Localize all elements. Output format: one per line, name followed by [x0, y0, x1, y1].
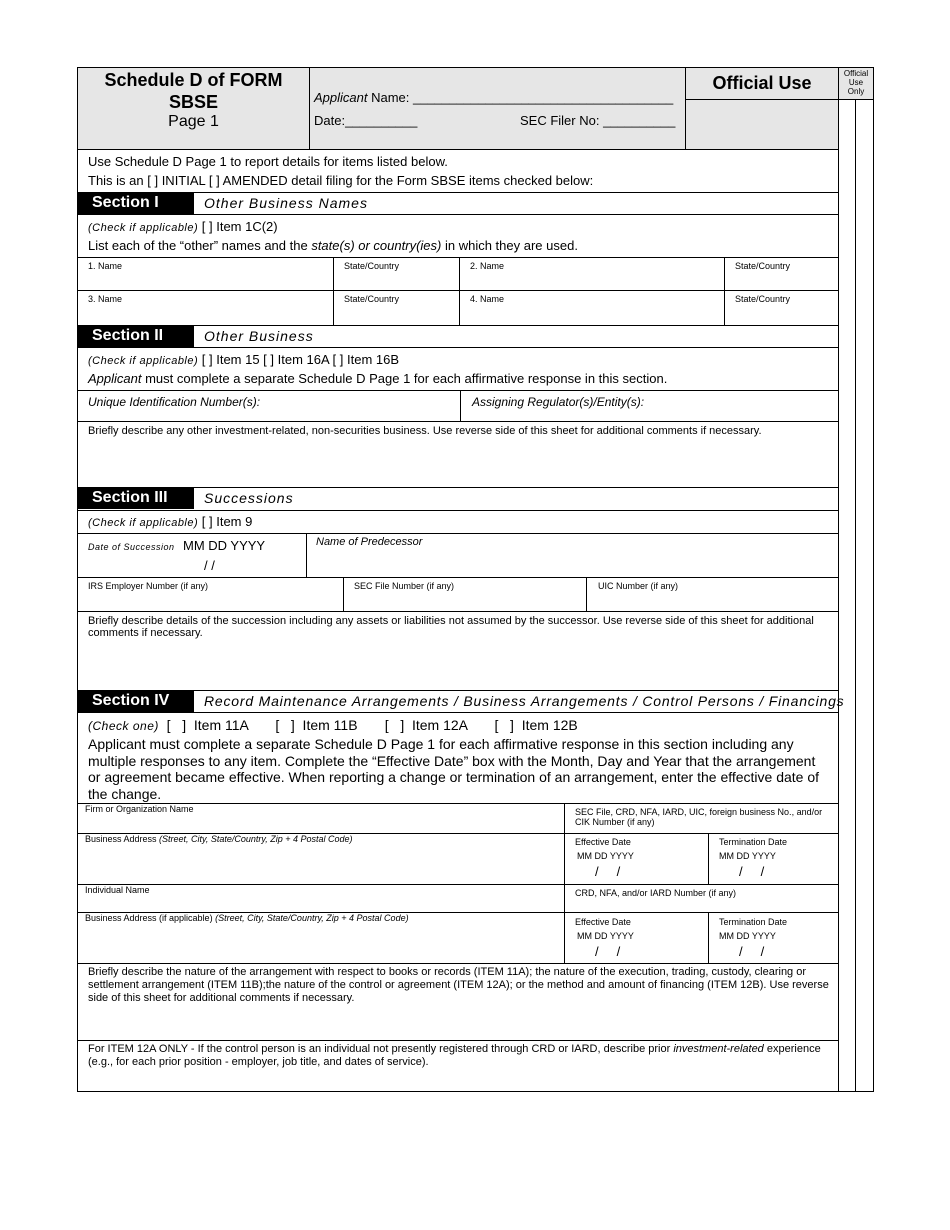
form-title-line1: Schedule D of FORM: [104, 70, 283, 90]
divider: [564, 803, 565, 963]
official-use-small-1: Official: [843, 69, 869, 78]
assigning-regulator-field[interactable]: Assigning Regulator(s)/Entity(s):: [472, 395, 645, 409]
effective-date-field-2[interactable]: Effective Date: [575, 917, 631, 927]
official-use-small-2: Use: [848, 78, 864, 87]
section4-check[interactable]: [88, 717, 578, 733]
unique-id-field[interactable]: Unique Identification Number(s):: [88, 395, 261, 409]
termination-date-field-1[interactable]: Termination Date: [719, 837, 788, 847]
section2-title: Other Business: [204, 328, 314, 344]
effective-date-slashes-2: / /: [595, 944, 621, 959]
section3-check[interactable]: [88, 514, 252, 529]
official-use-divider: [686, 99, 838, 100]
state-country-field-3[interactable]: State/Country: [344, 294, 400, 304]
divider: [708, 912, 709, 963]
section1-instruction: [88, 238, 578, 253]
item12a-experience-field[interactable]: [88, 1043, 830, 1069]
state-country-field-4[interactable]: State/Country: [735, 294, 791, 304]
intro-line2: This is an [ ] INITIAL [ ] AMENDED detail filing for the Form SBSE items checked below:: [88, 173, 594, 188]
date-of-succession-label: Date of Succession: [88, 542, 175, 552]
official-use-heading: Official Use: [712, 73, 812, 93]
divider: [77, 214, 839, 215]
divider: [77, 611, 839, 612]
divider: [77, 421, 839, 422]
termination-date-slashes-1: / /: [739, 864, 765, 879]
applicant-name-field[interactable]: [314, 90, 673, 105]
divider: [460, 390, 461, 421]
divider: [77, 1040, 839, 1041]
section1-check[interactable]: [88, 219, 278, 234]
divider: [77, 390, 839, 391]
sec-filer-field[interactable]: SEC Filer No: __________: [520, 113, 676, 128]
divider: [77, 577, 839, 578]
section2-check[interactable]: [88, 352, 399, 367]
address-format: (Street, City, State/Country, Zip + 4 Postal Code): [159, 834, 353, 844]
divider: [77, 712, 839, 713]
crd-number-field[interactable]: CRD, NFA, and/or IARD Number (if any): [575, 888, 737, 898]
predecessor-field[interactable]: Name of Predecessor: [316, 536, 423, 548]
effective-date-format-1: MM DD YYYY: [577, 851, 634, 861]
uic-number-field[interactable]: UIC Number (if any): [598, 581, 679, 591]
effective-date-slashes-1: / /: [595, 864, 621, 879]
applicant-prefix: Applicant: [314, 90, 368, 105]
address-label: Business Address: [85, 834, 160, 844]
state-country-field-1[interactable]: State/Country: [344, 261, 400, 271]
divider: [77, 533, 839, 534]
official-use-column-inner: [855, 99, 856, 1092]
instruction-part: must complete a separate Schedule D Page 1 for each affirmative response in this section.: [141, 371, 668, 386]
applicant-box: [309, 67, 686, 150]
section2-describe-field[interactable]: Briefly describe any other investment-related, non-securities business. Use reverse side of this sheet for additional comments if necessary.: [88, 425, 762, 437]
form-title-line2: SBSE: [168, 92, 219, 112]
business-address-field-2[interactable]: [85, 913, 409, 923]
date-of-succession-field[interactable]: [88, 537, 265, 555]
state-country-field-2[interactable]: State/Country: [735, 261, 791, 271]
effective-date-format-2: MM DD YYYY: [577, 931, 634, 941]
check-applicable-label: (Check if applicable): [88, 355, 199, 367]
divider: [77, 347, 839, 348]
section4-label: Section IV: [78, 690, 194, 712]
applicant-italic: Applicant: [88, 371, 142, 386]
instruction-part: in which they are used.: [441, 238, 578, 253]
check-one-label: (Check one): [88, 719, 159, 733]
section1-title: Other Business Names: [204, 195, 368, 211]
divider: [586, 577, 587, 611]
date-slashes: / /: [204, 558, 215, 573]
divider: [77, 884, 839, 885]
section4-title: Record Maintenance Arrangements / Business Arrangements / Control Persons / Financings: [204, 693, 845, 709]
divider: [306, 533, 307, 577]
termination-date-format-1: MM DD YYYY: [719, 851, 776, 861]
item12a-text: experience (e.g., for each prior position - employer, job title, and dates of service).: [88, 1043, 821, 1068]
effective-date-field-1[interactable]: Effective Date: [575, 837, 631, 847]
divider: [708, 833, 709, 884]
name-field-1[interactable]: 1. Name: [88, 261, 123, 271]
divider: [77, 963, 839, 964]
sec-file-number-field[interactable]: SEC File Number (if any): [354, 581, 455, 591]
name-field-4[interactable]: 4. Name: [470, 294, 505, 304]
name-field-2[interactable]: 2. Name: [470, 261, 505, 271]
termination-date-slashes-2: / /: [739, 944, 765, 959]
termination-date-format-2: MM DD YYYY: [719, 931, 776, 941]
section1-label: Section I: [78, 192, 194, 214]
instruction-part: List each of the “other” names and the: [88, 238, 312, 253]
official-use-small-3: Only: [847, 87, 865, 96]
section4-items: [ ] Item 11A [ ] Item 11B [ ] Item 12A [ ] Item 12B: [158, 717, 578, 733]
official-use-column: [838, 99, 874, 1092]
section1-item: [ ] Item 1C(2): [198, 219, 278, 234]
divider: [343, 577, 344, 611]
sec-file-crd-field[interactable]: SEC File, CRD, NFA, IARD, UIC, foreign business No., and/or CIK Number (if any): [575, 807, 823, 827]
check-applicable-label: (Check if applicable): [88, 222, 199, 234]
section3-describe-field[interactable]: Briefly describe details of the succession including any assets or liabilities not assumed by the successor. Use reverse side of this sheet for additional comments if necessary.: [88, 615, 814, 639]
section4-describe-field[interactable]: Briefly describe the nature of the arrangement with respect to books or records (ITEM 11A); the nature of the execution, trading, custody, clearing or settlement arrangement (ITEM 11B);the nature of the control or agreement (ITEM 12A); or the method and amount of financing (ITEM 12B). Use reverse side of this sheet for additional comments if necessary.: [88, 966, 829, 1004]
business-address-field-1[interactable]: [85, 834, 353, 844]
item12a-text: For ITEM 12A ONLY - If the control person is an individual not presently registered through CRD or IARD, describe prior: [88, 1043, 674, 1055]
divider: [724, 257, 725, 325]
section2-label: Section II: [78, 325, 194, 347]
section3-item: [ ] Item 9: [198, 514, 253, 529]
irs-number-field[interactable]: IRS Employer Number (if any): [88, 581, 209, 591]
intro-line1: Use Schedule D Page 1 to report details for items listed below.: [88, 154, 448, 169]
section4-instructions: Applicant must complete a separate Schedule D Page 1 for each affirmative response in this section including any multiple responses to any item. Complete the “Effective Date” box with the Month, Day and Year that the arrangement or agreement became effective. When reporting a change or termination of an arrangement, enter the effective date of the change.: [88, 736, 820, 802]
section3-title: Successions: [204, 490, 294, 506]
page-number: Page 1: [168, 113, 219, 130]
termination-date-field-2[interactable]: Termination Date: [719, 917, 788, 927]
date-format: MM DD YYYY: [183, 538, 266, 553]
individual-name-field[interactable]: Individual Name: [85, 885, 150, 895]
address-format: (Street, City, State/Country, Zip + 4 Postal Code): [215, 913, 409, 923]
section2-instruction: [88, 371, 667, 386]
date-field[interactable]: Date:__________: [314, 113, 418, 128]
item12a-italic: investment-related: [673, 1043, 764, 1055]
section2-items: [ ] Item 15 [ ] Item 16A [ ] Item 16B: [198, 352, 400, 367]
divider: [77, 510, 839, 511]
firm-name-field[interactable]: Firm or Organization Name: [85, 804, 194, 814]
check-applicable-label: (Check if applicable): [88, 517, 199, 529]
instruction-italic: state(s) or country(ies): [311, 238, 442, 253]
divider: [459, 257, 460, 325]
name-field-3[interactable]: 3. Name: [88, 294, 123, 304]
applicant-name-label: Name: ____________________________________: [367, 90, 674, 105]
section3-label: Section III: [78, 487, 194, 509]
address-label: Business Address (if applicable): [85, 913, 216, 923]
divider: [333, 257, 334, 325]
